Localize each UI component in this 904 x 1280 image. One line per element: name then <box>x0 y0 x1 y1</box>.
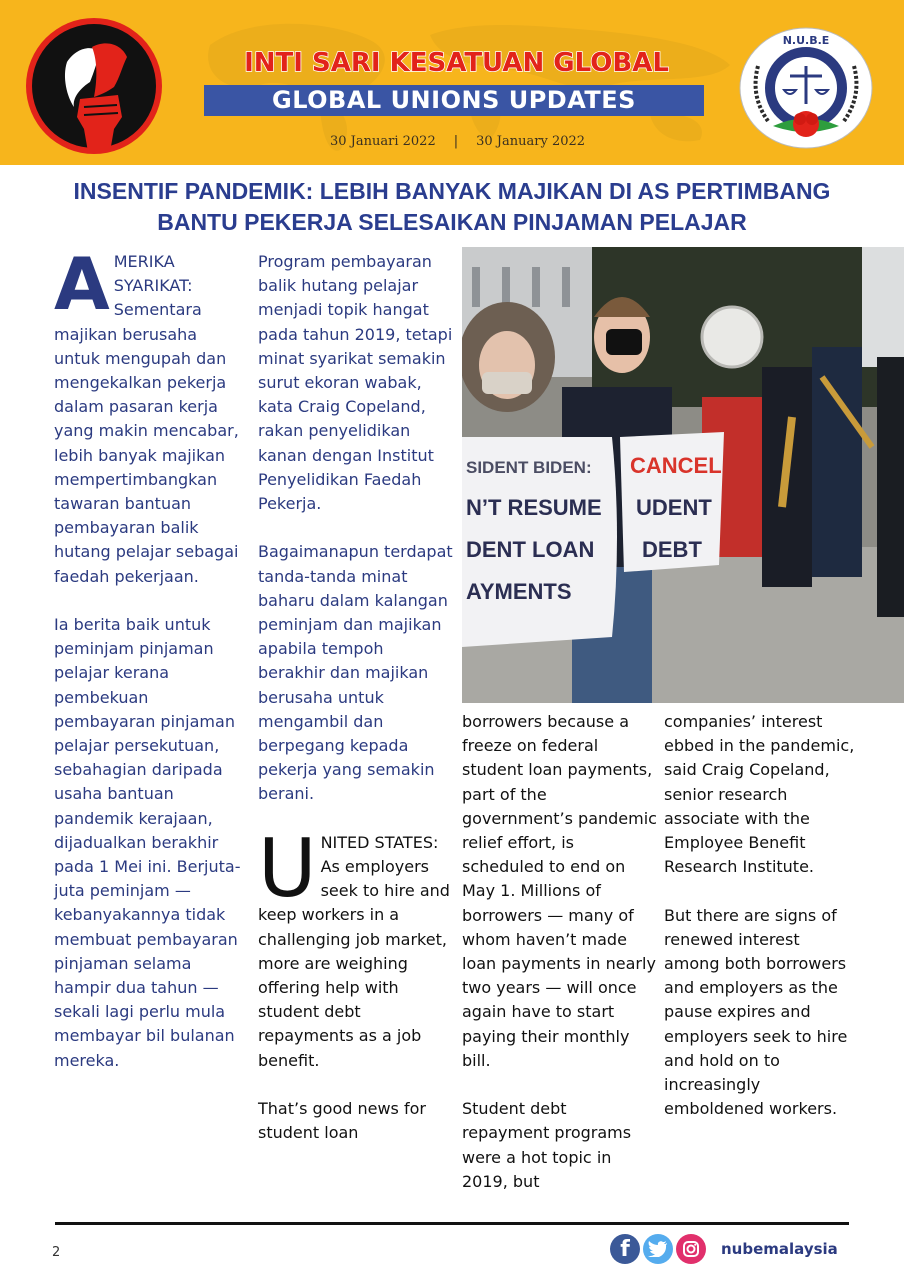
header-banner <box>0 0 904 165</box>
en-paragraph-3-cont: companies’ interest ebbed in the pandemic, said Craig Copeland, senior research associate with the Employee Benefit Research Institute. <box>664 712 855 877</box>
headline-line-1: INSENTIF PANDEMIK: LEBIH BANYAK MAJIKAN DI AS PERTIMBANG <box>73 178 831 204</box>
article-headline <box>20 176 884 238</box>
issue-date <box>330 134 585 149</box>
ms-paragraph-1: AMERIKA SYARIKAT: Sementara majikan berusaha untuk mengupah dan mengekalkan pekerja dalam pasaran kerja yang makin mencabar, lebih banyak majikan mempertimbangkan tawaran bantuan pembayaran balik hutang pelajar sebagai faedah pekerjaan. <box>54 242 239 586</box>
facebook-icon[interactable]: f <box>610 1234 640 1264</box>
publication-title-english: GLOBAL UNIONS UPDATES <box>204 85 704 116</box>
en-paragraph-2-cont: borrowers because a freeze on federal student loan payments, part of the government’s pandemic relief effort, is scheduled to end on May 1. Millions of borrowers — many of whom haven’t made loan payments in nearly two years — will once again have to start paying their monthly bill. <box>462 712 657 1070</box>
protest-photo <box>462 247 904 703</box>
footer-divider <box>55 1222 849 1225</box>
union-fist-logo <box>22 17 167 155</box>
column-1-malay <box>54 242 248 1097</box>
sign-text-udent: UDENT <box>636 495 712 520</box>
twitter-icon[interactable] <box>643 1234 673 1264</box>
headline-line-2: BANTU PEKERJA SELESAIKAN PINJAMAN PELAJAR <box>157 209 747 235</box>
dropcap-a: A <box>54 242 110 326</box>
sign-text-2: N’T RESUME <box>466 495 602 520</box>
social-links <box>610 1232 838 1266</box>
social-handle[interactable]: nubemalaysia <box>721 1240 838 1258</box>
column-4-english <box>664 710 860 1146</box>
sign-text-1: SIDENT BIDEN: <box>466 458 592 477</box>
publication-title-malay: INTI SARI KESATUAN GLOBAL <box>244 48 669 78</box>
sign-text-4: AYMENTS <box>466 579 572 604</box>
sign-text-cancel: CANCEL <box>630 453 722 478</box>
ms-paragraph-2: Ia berita baik untuk peminjam pinjaman pelajar kerana pembekuan pembayaran pinjaman pelajar persekutuan, sebahagian daripada usaha bantuan pandemik kerajaan, dijadualkan berakhir pada 1 Mei ini. Berjuta-juta peminjam — kebanyakannya tidak membuat pembayaran pinjaman selama hampir dua tahun — sekali lagi perlu mula membayar bil bulanan mereka. <box>54 615 241 1070</box>
nube-emblem-text: N.U.B.E <box>782 34 830 47</box>
en-paragraph-1: UNITED STATES: As employers seek to hire and keep workers in a challenging job market, more are weighing offering help with student debt repayments as a job benefit. <box>258 821 450 1070</box>
sign-text-3: DENT LOAN <box>466 537 595 562</box>
protest-photo-illustration <box>462 247 904 703</box>
en-paragraph-4: But there are signs of renewed interest among both borrowers and employers as the pause expires and employers seek to hire and hold on to increasingly emboldened workers. <box>664 905 848 1119</box>
date-separator: | <box>453 134 459 149</box>
world-map-background <box>170 5 770 155</box>
sign-text-debt: DEBT <box>642 537 702 562</box>
column-3-english <box>462 710 658 1218</box>
page-number: 2 <box>52 1245 61 1260</box>
instagram-icon[interactable] <box>676 1234 706 1264</box>
column-2 <box>258 250 454 1170</box>
nube-emblem-logo <box>738 26 874 150</box>
dropcap-u: U <box>258 821 317 915</box>
date-malay: 30 Januari 2022 <box>330 134 436 149</box>
ms-paragraph-3: Program pembayaran balik hutang pelajar menjadi topik hangat pada tahun 2019, tetapi minat syarikat semakin surut ekoran wabak, kata Craig Copeland, rakan penyelidikan kanan dengan Institut Penyelidikan Faedah Pekerja. <box>258 252 453 514</box>
en-paragraph-2-start: That’s good news for student loan <box>258 1099 426 1143</box>
ms-paragraph-4: Bagaimanapun terdapat tanda-tanda minat baharu dalam kalangan peminjam dan majikan apabila tempoh berakhir dan majikan berusaha untuk mengambil dan berpegang kepada pekerja yang semakin berani. <box>258 542 453 804</box>
en-paragraph-3-start: Student debt repayment programs were a hot topic in 2019, but <box>462 1099 632 1191</box>
date-english: 30 January 2022 <box>476 134 586 149</box>
